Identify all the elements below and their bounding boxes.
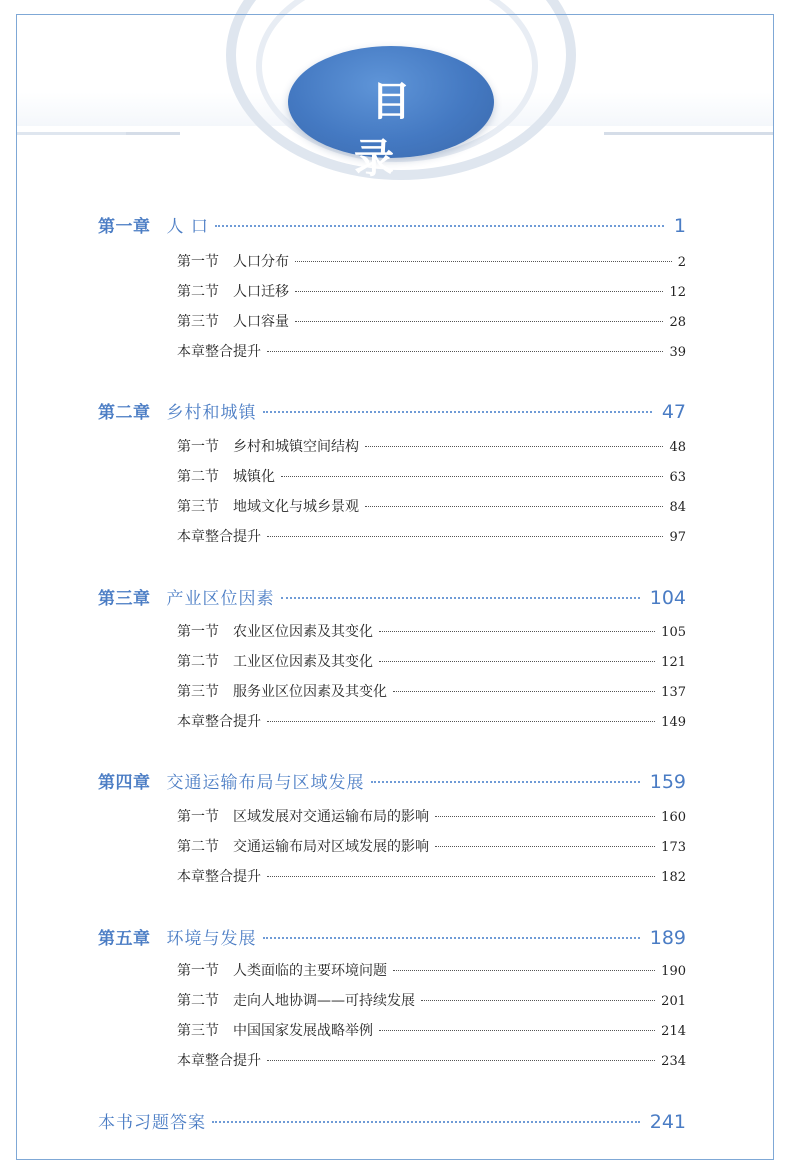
chapter-entry-page-number: 189	[649, 927, 686, 949]
chapter-entry[interactable]	[98, 584, 686, 609]
dot-leader	[263, 411, 652, 413]
section-entry-label: 第一节	[177, 254, 219, 270]
section-entry-page-number: 214	[661, 1024, 686, 1039]
dot-leader	[215, 225, 664, 227]
dot-leader	[379, 661, 655, 662]
section-entry-label: 第三节	[177, 684, 219, 700]
page-title: 目 录	[354, 79, 445, 182]
section-entry-label: 第一节	[177, 809, 219, 825]
section-entry-label: 第三节	[177, 499, 219, 515]
section-entry-title: 地域文化与城乡景观	[233, 499, 359, 515]
section-entry-label: 第二节	[177, 839, 219, 855]
section-entry-page-number: 39	[669, 345, 686, 360]
section-entry-page-number: 234	[661, 1054, 686, 1069]
section-entry-label: 第三节	[177, 1023, 219, 1039]
section-entry-title: 中国国家发展战略举例	[233, 1023, 373, 1039]
section-entry-title: 区域发展对交通运输布局的影响	[233, 809, 429, 825]
dot-leader	[379, 1030, 655, 1031]
section-entry[interactable]	[177, 836, 686, 856]
appendix-entry-page-number: 241	[649, 1111, 686, 1133]
section-entry-title: 人口迁移	[233, 284, 289, 300]
chapter-entry-label: 第五章	[98, 929, 151, 949]
section-entry-title: 本章整合提升	[177, 714, 261, 730]
section-entry[interactable]	[177, 960, 686, 980]
dot-leader	[267, 536, 663, 537]
chapter-entry-label: 第一章	[98, 217, 151, 237]
section-entry[interactable]	[177, 496, 686, 516]
dot-leader	[365, 506, 663, 507]
section-entry-page-number: 182	[661, 870, 686, 885]
chapter-entry-page-number: 104	[649, 587, 686, 609]
dot-leader	[267, 876, 655, 877]
section-entry-page-number: 63	[669, 470, 686, 485]
section-entry-title: 本章整合提升	[177, 1053, 261, 1069]
section-entry[interactable]	[177, 251, 686, 271]
section-entry[interactable]	[177, 866, 686, 886]
chapter-entry[interactable]	[98, 768, 686, 793]
section-entry-label: 第二节	[177, 654, 219, 670]
section-entry-title: 工业区位因素及其变化	[233, 654, 373, 670]
dot-leader	[295, 321, 663, 322]
dot-leader	[393, 691, 655, 692]
chapter-entry-page-number: 47	[661, 401, 686, 423]
chapter-entry-title: 环境与发展	[166, 929, 257, 949]
chapter-entry-title: 人 口	[166, 217, 209, 237]
section-entry-page-number: 105	[661, 625, 686, 640]
section-entry[interactable]	[177, 436, 686, 456]
dot-leader	[295, 291, 663, 292]
dot-leader	[435, 816, 655, 817]
chapter-entry-page-number: 1	[673, 215, 686, 237]
section-entry-title: 本章整合提升	[177, 529, 261, 545]
section-entry[interactable]	[177, 990, 686, 1010]
section-entry[interactable]	[177, 651, 686, 671]
dot-leader	[393, 970, 655, 971]
chapter-entry-label: 第四章	[98, 773, 151, 793]
section-entry-page-number: 12	[669, 285, 686, 300]
dot-leader	[281, 597, 640, 599]
section-entry-title: 人口容量	[233, 314, 289, 330]
section-entry[interactable]	[177, 526, 686, 546]
dot-leader	[267, 1060, 655, 1061]
section-entry[interactable]	[177, 806, 686, 826]
dot-leader	[281, 476, 663, 477]
section-entry-title: 本章整合提升	[177, 869, 261, 885]
section-entry-page-number: 190	[661, 964, 686, 979]
section-entry[interactable]	[177, 1020, 686, 1040]
section-entry-label: 第二节	[177, 284, 219, 300]
section-entry-page-number: 2	[677, 255, 686, 270]
section-entry-title: 乡村和城镇空间结构	[233, 439, 359, 455]
section-entry[interactable]	[177, 1050, 686, 1070]
section-entry-title: 本章整合提升	[177, 344, 261, 360]
section-entry-page-number: 121	[661, 655, 686, 670]
section-entry-label: 第二节	[177, 469, 219, 485]
section-entry-label: 第二节	[177, 993, 219, 1009]
appendix-entry-title: 本书习题答案	[98, 1113, 206, 1133]
dot-leader	[435, 846, 655, 847]
section-entry-title: 城镇化	[233, 469, 275, 485]
dot-leader	[379, 631, 655, 632]
section-entry-page-number: 173	[661, 840, 686, 855]
section-entry-title: 人类面临的主要环境问题	[233, 963, 387, 979]
section-entry-title: 交通运输布局对区域发展的影响	[233, 839, 429, 855]
section-entry[interactable]	[177, 341, 686, 361]
section-entry-page-number: 137	[661, 685, 686, 700]
dot-leader	[267, 721, 655, 722]
section-entry[interactable]	[177, 466, 686, 486]
chapter-entry-label: 第三章	[98, 589, 151, 609]
chapter-entry-page-number: 159	[649, 771, 686, 793]
section-entry-label: 第一节	[177, 439, 219, 455]
section-entry-title: 农业区位因素及其变化	[233, 624, 373, 640]
chapter-entry-title: 产业区位因素	[166, 589, 275, 609]
section-entry-page-number: 97	[669, 530, 686, 545]
section-entry-page-number: 48	[669, 440, 686, 455]
dot-leader	[365, 446, 663, 447]
section-entry-page-number: 28	[669, 315, 686, 330]
section-entry-label: 第三节	[177, 314, 219, 330]
chapter-entry-label: 第二章	[98, 403, 151, 423]
section-entry-label: 第一节	[177, 963, 219, 979]
chapter-entry[interactable]	[98, 212, 686, 237]
dot-leader	[263, 937, 640, 939]
chapter-entry[interactable]	[98, 398, 686, 423]
dot-leader	[421, 1000, 655, 1001]
section-entry-page-number: 149	[661, 715, 686, 730]
dot-leader	[212, 1121, 640, 1123]
dot-leader	[295, 261, 672, 262]
dot-leader	[371, 781, 640, 783]
appendix-entry[interactable]	[98, 1108, 686, 1133]
section-entry[interactable]	[177, 681, 686, 701]
section-entry[interactable]	[177, 621, 686, 641]
section-entry-page-number: 160	[661, 810, 686, 825]
chapter-entry-title: 乡村和城镇	[166, 403, 257, 423]
section-entry-page-number: 84	[669, 500, 686, 515]
section-entry-title: 服务业区位因素及其变化	[233, 684, 387, 700]
section-entry-title: 人口分布	[233, 254, 289, 270]
section-entry[interactable]	[177, 281, 686, 301]
chapter-entry-title: 交通运输布局与区域发展	[166, 773, 365, 793]
section-entry[interactable]	[177, 711, 686, 731]
section-entry-title: 走向人地协调——可持续发展	[233, 993, 415, 1009]
section-entry-label: 第一节	[177, 624, 219, 640]
chapter-entry[interactable]	[98, 924, 686, 949]
dot-leader	[267, 351, 663, 352]
section-entry[interactable]	[177, 311, 686, 331]
section-entry-page-number: 201	[661, 994, 686, 1009]
